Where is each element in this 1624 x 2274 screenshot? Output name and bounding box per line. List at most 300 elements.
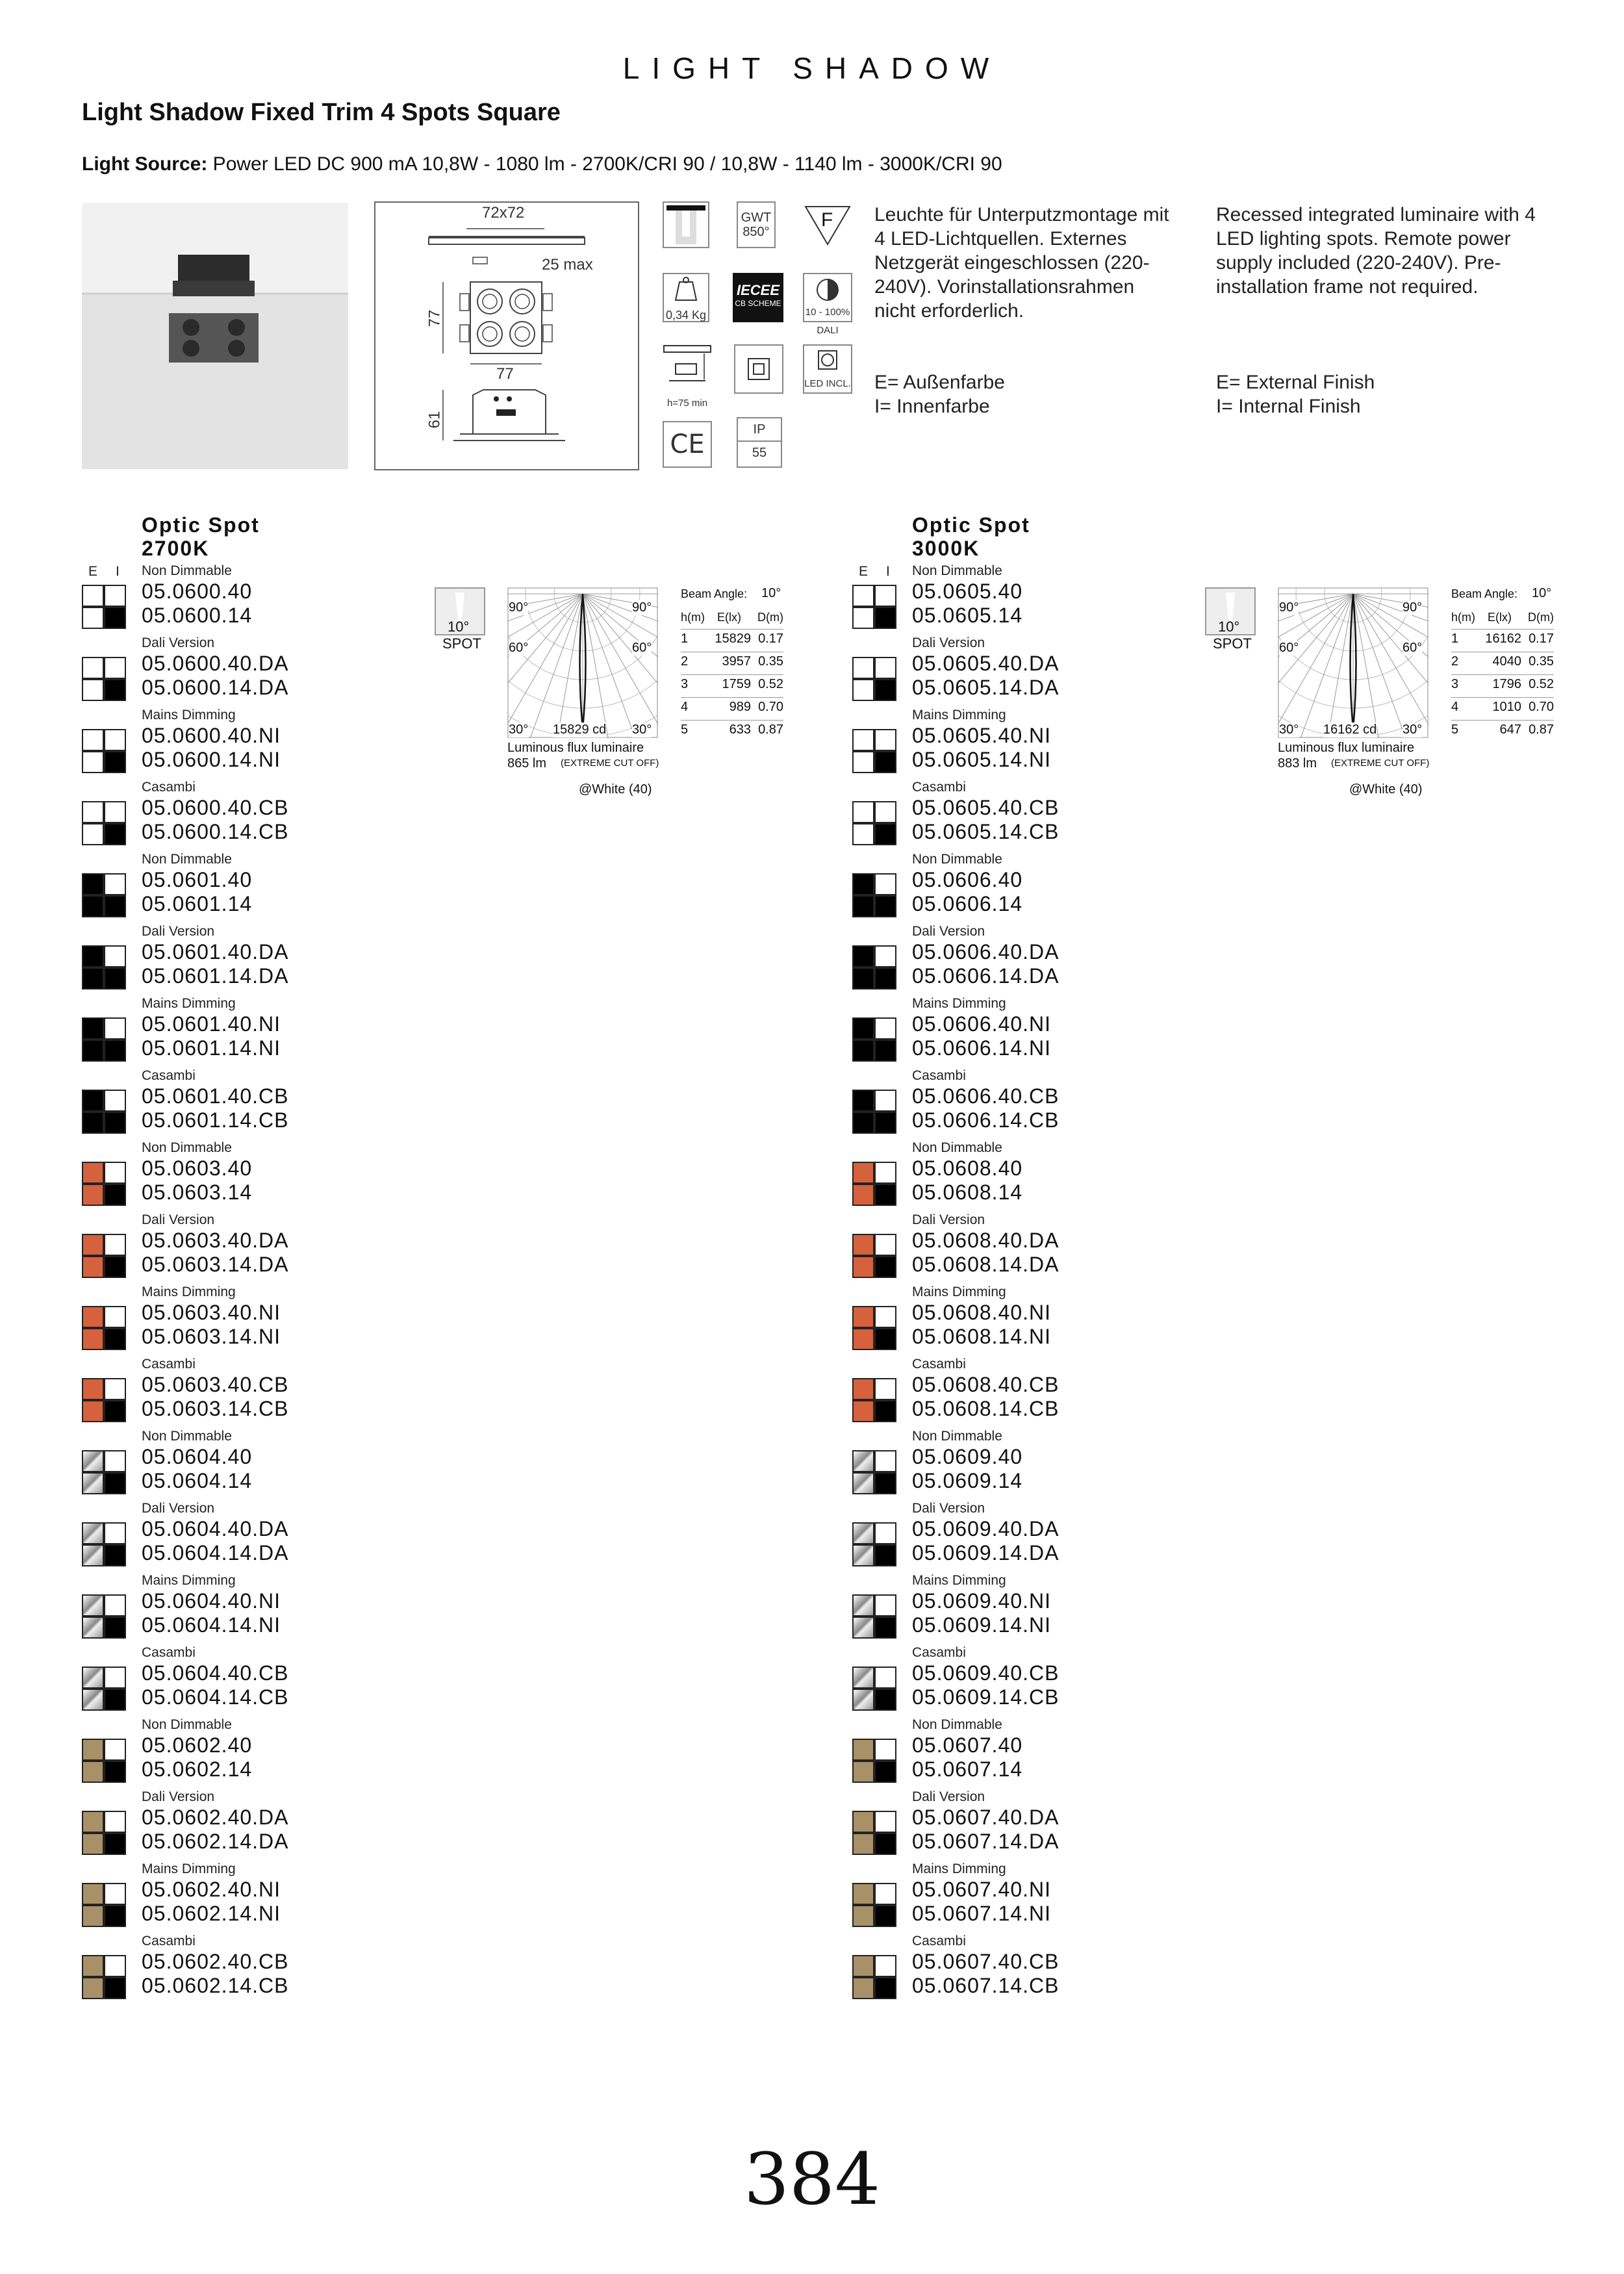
product-code: 05.0608.40.NI: [912, 1301, 1052, 1324]
table-head-h: h(m): [681, 611, 705, 624]
table-cell-e: 4040: [1492, 654, 1521, 669]
dim-top-label: 72x72: [482, 204, 525, 222]
table-cell-h: 4: [1451, 700, 1459, 714]
swatch-row-top: [852, 1811, 896, 1833]
exterior-swatch: [82, 751, 104, 773]
product-code: 05.0602.14: [142, 1757, 253, 1781]
led-incl-label: LED INCL.: [804, 378, 851, 389]
swatch-row-bottom: [82, 679, 126, 701]
finish-swatch: [852, 1450, 896, 1494]
interior-swatch-white: [874, 1739, 896, 1761]
interior-swatch-white: [104, 585, 126, 607]
interior-swatch-white: [874, 729, 896, 751]
angle-label: 30°: [1279, 722, 1299, 737]
finish-swatch: [82, 1522, 126, 1566]
exterior-swatch: [82, 1112, 104, 1134]
product-code: 05.0602.40: [142, 1733, 253, 1757]
table-cell-d: 0.87: [758, 722, 783, 737]
brand-title: LIGHT SHADOW: [622, 51, 1002, 85]
product-code: 05.0609.14: [912, 1469, 1023, 1492]
product-code: 05.0600.40.DA: [142, 652, 289, 675]
swatch-row-top: [852, 1594, 896, 1616]
exterior-finish-de: E= Außenfarbe: [874, 372, 1005, 393]
finish-swatch: [852, 1739, 896, 1783]
swatch-row-bottom: [852, 1977, 896, 1999]
product-code: 05.0603.14: [142, 1181, 253, 1204]
exterior-swatch: [852, 1616, 874, 1639]
swatch-row-bottom: [852, 1184, 896, 1206]
product-code: 05.0601.14.NI: [142, 1036, 281, 1060]
dimming-type-label: Mains Dimming: [912, 708, 1006, 722]
swatch-row-top: [82, 873, 126, 895]
product-photo: [82, 203, 348, 469]
swatch-row-top: [82, 729, 126, 751]
product-photo-image: [82, 203, 348, 469]
interior-swatch-white: [874, 1811, 896, 1833]
product-code: 05.0601.14.CB: [142, 1108, 289, 1132]
product-code: 05.0607.40: [912, 1733, 1023, 1757]
dimming-type-label: Dali Version: [912, 1501, 985, 1516]
exterior-swatch: [82, 1306, 104, 1328]
dim-max-label: 25 max: [542, 256, 593, 274]
interior-swatch-black: [874, 1400, 896, 1422]
product-code: 05.0606.40: [912, 868, 1023, 891]
product-code: 05.0608.14.DA: [912, 1253, 1059, 1276]
finish-swatch: [852, 1667, 896, 1711]
exterior-swatch: [852, 1667, 874, 1689]
swatch-row-top: [82, 1378, 126, 1400]
swatch-row-top: [82, 657, 126, 679]
product-code: 05.0605.14: [912, 604, 1023, 627]
interior-swatch-black: [104, 1689, 126, 1711]
table-cell-e: 1796: [1492, 677, 1521, 691]
flux-label: Luminous flux luminaire: [1278, 741, 1415, 755]
product-code: 05.0606.14.CB: [912, 1108, 1059, 1132]
table-cell-e: 1010: [1492, 700, 1521, 714]
exterior-swatch: [852, 1450, 874, 1472]
interior-swatch-black: [104, 1256, 126, 1278]
interior-swatch-white: [874, 1234, 896, 1256]
interior-swatch-black: [104, 967, 126, 990]
swatch-row-top: [82, 1017, 126, 1040]
product-code: 05.0606.14.DA: [912, 964, 1059, 988]
product-code: 05.0601.14: [142, 892, 253, 915]
swatch-row-bottom: [82, 1977, 126, 1999]
table-cell-d: 0.35: [758, 654, 783, 669]
swatch-row-bottom: [82, 1040, 126, 1062]
exterior-swatch: [82, 607, 104, 629]
table-cell-e: 3957: [722, 654, 751, 669]
f-mark-letter: F: [821, 209, 833, 231]
exterior-swatch: [82, 1472, 104, 1494]
exterior-swatch: [82, 1184, 104, 1206]
swatch-row-bottom: [852, 751, 896, 773]
angle-label: 90°: [509, 600, 529, 615]
table-row-divider: [681, 629, 783, 630]
cutoff-label: (EXTREME CUT OFF): [561, 758, 659, 769]
interior-swatch-black: [874, 1544, 896, 1566]
product-code: 05.0608.14: [912, 1181, 1023, 1204]
interior-swatch-white: [874, 1162, 896, 1184]
angle-label: 90°: [1402, 600, 1423, 615]
angle-label: 30°: [509, 722, 529, 737]
exterior-swatch: [82, 1594, 104, 1616]
dim-bottom-label: 77: [496, 365, 514, 383]
exterior-swatch: [82, 945, 104, 967]
finish-swatch: [82, 1378, 126, 1422]
interior-swatch-black: [874, 895, 896, 917]
swatch-row-bottom: [852, 679, 896, 701]
swatch-row-top: [82, 1522, 126, 1544]
gwt-icon: [737, 201, 776, 248]
interior-header: I: [886, 564, 890, 579]
swatch-row-top: [852, 873, 896, 895]
table-head-e: E(lx): [717, 611, 741, 624]
finish-swatch: [82, 657, 126, 701]
exterior-swatch: [852, 1234, 874, 1256]
exterior-swatch: [82, 1017, 104, 1040]
exterior-swatch: [852, 1955, 874, 1977]
dimming-type-label: Dali Version: [912, 635, 985, 650]
exterior-swatch: [82, 873, 104, 895]
exterior-swatch: [82, 657, 104, 679]
product-code: 05.0609.40.DA: [912, 1517, 1059, 1540]
exterior-swatch: [852, 1328, 874, 1350]
exterior-swatch: [82, 1400, 104, 1422]
flux-value: 883 lm: [1278, 756, 1317, 771]
exterior-swatch: [82, 1977, 104, 1999]
dali-label: DALI: [817, 325, 839, 336]
exterior-swatch: [82, 1667, 104, 1689]
exterior-swatch: [82, 1616, 104, 1639]
dimming-type-label: Casambi: [142, 1645, 196, 1660]
ce-icon: [663, 421, 712, 468]
interior-swatch-white: [874, 801, 896, 823]
interior-swatch-white: [874, 1306, 896, 1328]
f-mark-icon: [803, 204, 852, 247]
product-code: 05.0605.14.NI: [912, 748, 1052, 771]
product-code: 05.0600.40.CB: [142, 796, 289, 819]
exterior-swatch: [82, 1234, 104, 1256]
dimming-type-label: Dali Version: [142, 635, 215, 650]
product-code: 05.0609.14.DA: [912, 1541, 1059, 1565]
product-code: 05.0602.14.DA: [142, 1830, 289, 1853]
product-code: 05.0607.14.CB: [912, 1974, 1059, 1997]
interior-swatch-white: [104, 1017, 126, 1040]
swatch-row-top: [82, 1811, 126, 1833]
swatch-row-bottom: [82, 895, 126, 917]
swatch-row-top: [852, 801, 896, 823]
finish-swatch: [852, 1811, 896, 1855]
exterior-swatch: [852, 1112, 874, 1134]
interior-swatch-white: [874, 1883, 896, 1905]
interior-swatch-white: [874, 1955, 896, 1977]
finish-swatch: [852, 945, 896, 990]
swatch-row-top: [82, 1234, 126, 1256]
product-code: 05.0602.14.NI: [142, 1902, 281, 1925]
square-trim-icon: [734, 344, 783, 394]
finish-swatch: [82, 1811, 126, 1855]
product-code: 05.0605.40.CB: [912, 796, 1059, 819]
product-code: 05.0602.40.NI: [142, 1878, 281, 1901]
exterior-swatch: [82, 801, 104, 823]
exterior-swatch: [852, 1184, 874, 1206]
weight-value: 0,34 Kg: [665, 309, 707, 322]
product-code: 05.0607.14.NI: [912, 1902, 1052, 1925]
finish-swatch: [852, 1594, 896, 1639]
interior-swatch-black: [874, 1689, 896, 1711]
exterior-swatch: [852, 1977, 874, 1999]
interior-swatch-white: [104, 1162, 126, 1184]
ce-label: CE: [670, 429, 705, 459]
swatch-row-bottom: [852, 1833, 896, 1855]
ip-value: 55: [752, 446, 767, 460]
exterior-swatch: [852, 1739, 874, 1761]
polar-spoke: [1324, 594, 1353, 738]
finish-swatch: [852, 1090, 896, 1134]
dimming-type-label: Mains Dimming: [912, 996, 1006, 1011]
product-code: 05.0603.14.DA: [142, 1253, 289, 1276]
finish-swatch: [82, 1017, 126, 1062]
table-cell-h: 5: [1451, 722, 1459, 737]
finish-white-label: @White (40): [579, 782, 652, 797]
product-code: 05.0608.14.NI: [912, 1325, 1052, 1348]
exterior-swatch: [82, 1739, 104, 1761]
exterior-swatch: [852, 1544, 874, 1566]
dimming-type-label: Non Dimmable: [142, 1717, 232, 1732]
swatch-row-top: [82, 1306, 126, 1328]
product-code: 05.0604.14.CB: [142, 1685, 289, 1709]
exterior-swatch: [82, 1761, 104, 1783]
product-code: 05.0605.40.DA: [912, 652, 1059, 675]
interior-swatch-black: [104, 823, 126, 845]
table-head-d: D(m): [1528, 611, 1554, 624]
product-title: Light Shadow Fixed Trim 4 Spots Square: [82, 99, 561, 126]
interior-swatch-white: [874, 873, 896, 895]
h-min-label: h=75 min: [666, 398, 708, 409]
swatch-row-top: [852, 729, 896, 751]
cutoff-label: (EXTREME CUT OFF): [1331, 758, 1430, 769]
dimming-type-label: Dali Version: [142, 1501, 215, 1516]
product-code: 05.0608.40.CB: [912, 1373, 1059, 1396]
product-code: 05.0606.14: [912, 892, 1023, 915]
exterior-swatch: [82, 1090, 104, 1112]
swatch-row-top: [852, 1090, 896, 1112]
exterior-swatch: [82, 1040, 104, 1062]
product-code: 05.0600.14.NI: [142, 748, 281, 771]
interior-swatch-black: [874, 1112, 896, 1134]
exterior-swatch: [852, 1378, 874, 1400]
table-cell-d: 0.52: [1529, 677, 1554, 691]
table-cell-e: 16162: [1485, 632, 1521, 646]
exterior-swatch: [82, 1378, 104, 1400]
exterior-swatch: [852, 1256, 874, 1278]
angle-label: 60°: [509, 641, 529, 655]
interior-swatch-black: [104, 1472, 126, 1494]
swatch-row-bottom: [82, 1833, 126, 1855]
swatch-row-top: [852, 1306, 896, 1328]
dimming-type-label: Casambi: [142, 1934, 196, 1948]
product-code: 05.0609.40.NI: [912, 1589, 1052, 1613]
gwt-temp: 850°: [742, 225, 770, 239]
finish-white-label: @White (40): [1349, 782, 1423, 797]
finish-swatch: [82, 729, 126, 773]
exterior-swatch: [852, 895, 874, 917]
exterior-swatch: [852, 1400, 874, 1422]
interior-swatch-black: [104, 1400, 126, 1422]
dimming-type-label: Mains Dimming: [142, 1573, 236, 1588]
interior-swatch-white: [874, 945, 896, 967]
swatch-row-top: [852, 1883, 896, 1905]
table-head-h: h(m): [1451, 611, 1475, 624]
finish-swatch: [852, 1162, 896, 1206]
interior-swatch-white: [874, 1522, 896, 1544]
product-code: 05.0600.14.CB: [142, 820, 289, 843]
exterior-swatch: [82, 895, 104, 917]
dimming-type-label: Casambi: [912, 780, 966, 795]
exterior-swatch: [852, 1162, 874, 1184]
product-code: 05.0606.14.NI: [912, 1036, 1052, 1060]
product-code: 05.0605.40: [912, 580, 1023, 603]
interior-swatch-white: [104, 1594, 126, 1616]
swatch-row-bottom: [82, 1400, 126, 1422]
product-code: 05.0603.14.NI: [142, 1325, 281, 1348]
finish-swatch: [82, 1306, 126, 1350]
table-cell-e: 15829: [715, 632, 751, 646]
product-code: 05.0609.14.NI: [912, 1613, 1052, 1637]
swatch-row-bottom: [852, 1040, 896, 1062]
finish-swatch: [82, 1090, 126, 1134]
interior-swatch-white: [104, 1739, 126, 1761]
interior-swatch-black: [874, 1256, 896, 1278]
finish-swatch: [852, 1883, 896, 1927]
light-source-text: Power LED DC 900 mA 10,8W - 1080 lm - 2700K/CRI 90 / 10,8W - 1140 lm - 3000K/CRI 90: [207, 153, 1002, 175]
table-cell-d: 0.70: [758, 700, 783, 714]
interior-finish-de: I= Innenfarbe: [874, 396, 990, 417]
interior-swatch-white: [104, 1306, 126, 1328]
product-code: 05.0600.14.DA: [142, 676, 289, 699]
interior-swatch-white: [104, 1522, 126, 1544]
swatch-row-top: [852, 1955, 896, 1977]
swatch-row-bottom: [82, 1256, 126, 1278]
interior-swatch-black: [104, 1977, 126, 1999]
table-cell-h: 1: [1451, 632, 1459, 646]
product-code: 05.0608.14.CB: [912, 1397, 1059, 1420]
swatch-row-top: [852, 657, 896, 679]
interior-swatch-white: [104, 945, 126, 967]
swatch-row-top: [852, 1522, 896, 1544]
exterior-swatch: [852, 1905, 874, 1927]
finish-swatch: [82, 1955, 126, 1999]
interior-swatch-white: [104, 1378, 126, 1400]
interior-swatch-white: [104, 1883, 126, 1905]
interior-swatch-black: [104, 1761, 126, 1783]
exterior-finish-en: E= External Finish: [1216, 372, 1375, 393]
finish-swatch: [82, 945, 126, 990]
spot-beam-shape: [455, 593, 464, 621]
finish-swatch: [852, 1306, 896, 1350]
dimming-type-label: Dali Version: [912, 1789, 985, 1804]
interior-swatch-white: [874, 1090, 896, 1112]
exterior-swatch: [82, 1905, 104, 1927]
swatch-row-bottom: [852, 1544, 896, 1566]
table-cell-h: 5: [681, 722, 689, 737]
technical-drawing: [374, 201, 639, 470]
dimming-type-label: Mains Dimming: [142, 1861, 236, 1876]
dimming-type-label: Dali Version: [142, 1789, 215, 1804]
interior-swatch-white: [874, 1017, 896, 1040]
exterior-swatch: [82, 585, 104, 607]
weight-icon: [663, 273, 709, 322]
finish-swatch: [82, 1450, 126, 1494]
exterior-swatch: [852, 1090, 874, 1112]
finish-swatch: [852, 1955, 896, 1999]
cct-heading: 2700K: [142, 537, 210, 560]
interior-swatch-black: [104, 1905, 126, 1927]
finish-swatch: [852, 729, 896, 773]
description-de: Leuchte für Unterputzmontage mit 4 LED-Lichtquellen. Externes Netzgerät eingeschlossen (220-240V). Vorinstallationsrahmen nicht erforderlich.: [874, 204, 1169, 322]
swatch-row-bottom: [852, 1616, 896, 1639]
flux-value: 865 lm: [507, 756, 547, 771]
swatch-row-bottom: [82, 751, 126, 773]
swatch-row-bottom: [82, 1472, 126, 1494]
dimming-type-label: Non Dimmable: [142, 1140, 232, 1155]
dimming-type-label: Non Dimmable: [912, 1717, 1002, 1732]
iecee-label: IECEE: [736, 282, 780, 298]
dimming-type-label: Non Dimmable: [912, 1140, 1002, 1155]
finish-swatch: [852, 657, 896, 701]
dimming-type-label: Casambi: [912, 1068, 966, 1083]
swatch-row-bottom: [852, 1905, 896, 1927]
product-code: 05.0604.14.DA: [142, 1541, 289, 1565]
beam-angle-value: 10°: [1532, 586, 1552, 600]
swatch-row-bottom: [852, 1689, 896, 1711]
spot-beam-shape: [1226, 593, 1235, 621]
finish-swatch: [852, 873, 896, 917]
table-row-divider: [1451, 720, 1554, 721]
swatch-row-top: [82, 1594, 126, 1616]
product-code: 05.0604.40: [142, 1445, 253, 1468]
table-cell-e: 633: [729, 722, 751, 737]
dimming-type-label: Non Dimmable: [912, 1429, 1002, 1444]
interior-swatch-black: [104, 1040, 126, 1062]
polar-spoke: [1353, 594, 1382, 738]
finish-swatch: [852, 585, 896, 629]
table-row-divider: [681, 720, 783, 721]
swatch-row-bottom: [852, 1112, 896, 1134]
exterior-swatch: [852, 1689, 874, 1711]
product-code: 05.0606.40.CB: [912, 1084, 1059, 1108]
interior-swatch-black: [874, 1761, 896, 1783]
interior-swatch-white: [874, 657, 896, 679]
finish-swatch: [82, 1162, 126, 1206]
finish-swatch: [82, 1667, 126, 1711]
product-code: 05.0602.40.DA: [142, 1806, 289, 1829]
polar-spoke: [583, 594, 641, 738]
exterior-swatch: [82, 1328, 104, 1350]
interior-swatch-black: [104, 895, 126, 917]
product-code: 05.0602.40.CB: [142, 1950, 289, 1973]
beam-angle-label: Beam Angle:: [1451, 587, 1518, 600]
swatch-row-bottom: [82, 607, 126, 629]
table-row-divider: [681, 674, 783, 675]
dimming-type-label: Dali Version: [142, 1212, 215, 1227]
product-code: 05.0609.40.CB: [912, 1661, 1059, 1685]
swatch-row-bottom: [852, 607, 896, 629]
swatch-row-bottom: [82, 1905, 126, 1927]
exterior-swatch: [82, 1955, 104, 1977]
angle-label: 30°: [1402, 722, 1423, 737]
